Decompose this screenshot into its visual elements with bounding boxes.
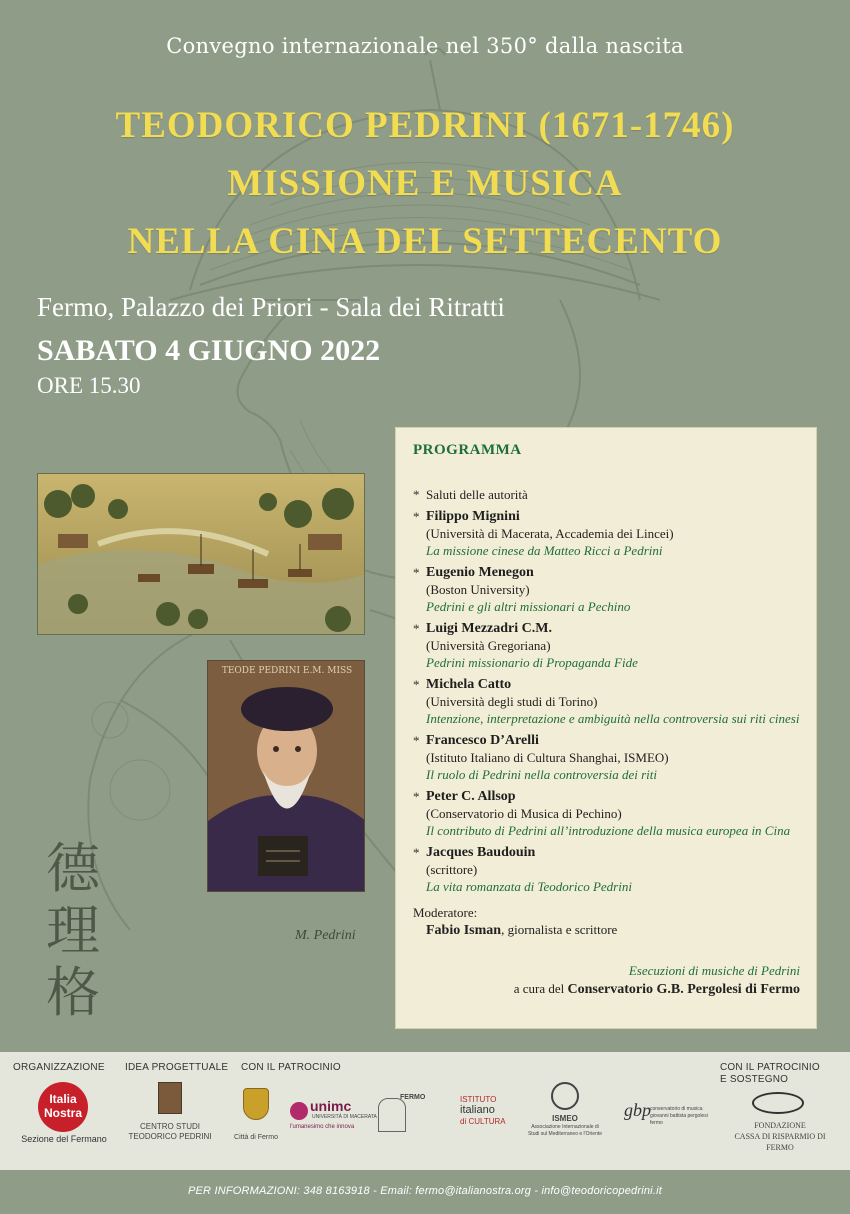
speaker-affiliation: (scrittore) [426, 862, 478, 877]
ismeo-subtext-1: Associazione Internazionale di [531, 1124, 599, 1130]
unimc-tagline: l'umanesimo che innova [290, 1124, 355, 1130]
iic-line-1: ISTITUTO [460, 1095, 497, 1104]
speaker-affiliation: (Università Gregoriana) [426, 638, 551, 653]
talk-title: Intenzione, interpretazione e ambiguità nella controversia sui riti cinesi [426, 711, 800, 726]
ismeo-seal-icon [551, 1082, 579, 1110]
fondazione-line-1: FONDAZIONE [754, 1121, 806, 1130]
bullet-icon: * [413, 677, 420, 692]
talk-title: Pedrini e gli altri missionari a Pechino [426, 599, 631, 614]
pedrini-portrait-image [207, 660, 365, 892]
curated-by [413, 979, 800, 1000]
event-date: SABATO 4 GIUGNO 2022 [37, 334, 381, 367]
unimc-logo-icon [290, 1102, 308, 1120]
chinese-painting-image [37, 473, 365, 635]
italia-nostra-text-2: Nostra [43, 1106, 82, 1120]
iic-logo [460, 1094, 520, 1127]
fondazione-text [720, 1120, 840, 1153]
moderator [426, 921, 800, 940]
program-item [413, 844, 800, 895]
chinese-char: 格 [46, 961, 100, 1024]
speaker-name: Eugenio Menegon [426, 565, 534, 580]
program-item [413, 732, 800, 783]
fermo-logo-text: FERMO [400, 1094, 426, 1101]
moderator-name: Fabio Isman [426, 923, 502, 938]
centro-studi-text [125, 1122, 215, 1142]
program-box [395, 427, 817, 1029]
citta-fermo-text: Città di Fermo [234, 1134, 278, 1141]
bullet-icon: * [413, 621, 420, 636]
talk-title: La missione cinese da Matteo Ricci a Pedrini [426, 543, 663, 558]
bullet-icon: * [413, 789, 420, 804]
program-item [413, 508, 800, 559]
label-project-idea: IDEA PROGETTUALE [125, 1062, 229, 1073]
curated-prefix: a cura del [513, 981, 568, 996]
bullet-icon: * [413, 565, 420, 580]
label-patronage-support-2: E SOSTEGNO [720, 1074, 789, 1085]
speaker-name: Michela Catto [426, 677, 512, 692]
title-line-2: MISSIONE E MUSICA [227, 163, 623, 204]
gbp-logo: gbp [624, 1100, 651, 1120]
moderator-label: Moderatore: [413, 905, 478, 920]
label-patronage: CON IL PATROCINIO [241, 1062, 341, 1073]
speaker-affiliation: (Istituto Italiano di Cultura Shanghai, ISMEO) [426, 750, 669, 765]
chinese-name-characters [38, 838, 108, 1024]
speaker-name: Luigi Mezzadri C.M. [426, 621, 552, 636]
centro-studi-line-2: TEODORICO PEDRINI [128, 1132, 212, 1141]
engraving-caption: M. Pedrini [295, 928, 356, 943]
conservatory-name: Conservatorio G.B. Pergolesi di Fermo [567, 982, 800, 997]
talk-title: La vita romanzata di Teodorico Pedrini [426, 879, 632, 894]
chinese-char: 理 [46, 899, 100, 962]
title-line-3: NELLA CINA DEL SETTECENTO [127, 221, 723, 262]
event-time: ORE 15.30 [37, 373, 141, 398]
greeting: Saluti delle autorità [426, 487, 528, 502]
centro-studi-logo [158, 1082, 182, 1114]
moderator-role: , giornalista e scrittore [501, 922, 618, 937]
speaker-name: Francesco D’Arelli [426, 733, 539, 748]
program-item [413, 788, 800, 839]
iic-line-3: di CULTURA [460, 1117, 506, 1126]
bullet-icon: * [413, 733, 420, 748]
italia-nostra-logo [38, 1082, 88, 1132]
talk-title: Pedrini missionario di Propaganda Fide [426, 655, 638, 670]
speaker-affiliation: (Università di Macerata, Accademia dei Lincei) [426, 526, 674, 541]
speaker-affiliation: (Boston University) [426, 582, 530, 597]
program-item [413, 564, 800, 615]
portrait-inscription: TEODE PEDRINI E.M. MISS [221, 666, 353, 676]
bullet-icon: * [413, 509, 420, 524]
speaker-name: Jacques Baudouin [426, 845, 536, 860]
speaker-affiliation: (Conservatorio di Musica di Pechino) [426, 806, 622, 821]
music-performance: Esecuzioni di musiche di Pedrini [628, 963, 800, 978]
label-organization: ORGANIZZAZIONE [13, 1062, 105, 1073]
gbp-subtext: conservatorio di musica giovanni battista pergolesi fermo [650, 1106, 708, 1126]
bullet-icon: * [413, 845, 420, 860]
unimc-subtext: UNIVERSITÀ DI MACERATA [312, 1114, 377, 1120]
speaker-name: Peter C. Allsop [426, 789, 516, 804]
fermo-crest-icon [243, 1088, 269, 1120]
conference-subtitle: Convegno internazionale nel 350° dalla nascita [166, 34, 684, 58]
italia-nostra-text-1: Italia [49, 1092, 77, 1106]
program-heading: PROGRAMMA [413, 442, 522, 458]
chinese-char: 德 [46, 837, 100, 900]
event-venue: Fermo, Palazzo dei Priori - Sala dei Ritratti [37, 292, 505, 322]
fondazione-line-2: CASSA DI RISPARMIO DI FERMO [734, 1132, 826, 1152]
fondazione-logo-icon [752, 1092, 804, 1114]
sponsor-band [0, 1052, 850, 1170]
label-patronage-support-1: CON IL PATROCINIO [720, 1062, 820, 1073]
centro-studi-line-1: CENTRO STUDI [140, 1122, 200, 1131]
talk-title: Il contributo di Pedrini all’introduzione della musica europea in Cina [426, 823, 791, 838]
talk-title: Il ruolo di Pedrini nella controversia dei riti [426, 767, 657, 782]
ismeo-text: ISMEO [552, 1114, 578, 1123]
footer-contact-info: PER INFORMAZIONI: 348 8163918 - Email: fermo@italianostra.org - info@teodoricopedrini.it [0, 1170, 850, 1214]
program-item [413, 676, 800, 727]
program-item [413, 486, 800, 503]
bullet-icon: * [413, 487, 420, 502]
speaker-affiliation: (Università degli studi di Torino) [426, 694, 598, 709]
ismeo-subtext-2: Studi sul Mediterraneo e l'Oriente [527, 1131, 603, 1137]
italia-nostra-section: Sezione del Fermano [21, 1134, 107, 1144]
unimc-text: unimc [310, 1098, 352, 1114]
fermo-building-icon [378, 1098, 406, 1132]
iic-line-2: italiano [460, 1104, 495, 1116]
title-line-1: TEODORICO PEDRINI (1671-1746) [115, 105, 735, 146]
ismeo-subtext [520, 1124, 610, 1138]
program-item [413, 620, 800, 671]
speaker-name: Filippo Mignini [426, 509, 520, 524]
